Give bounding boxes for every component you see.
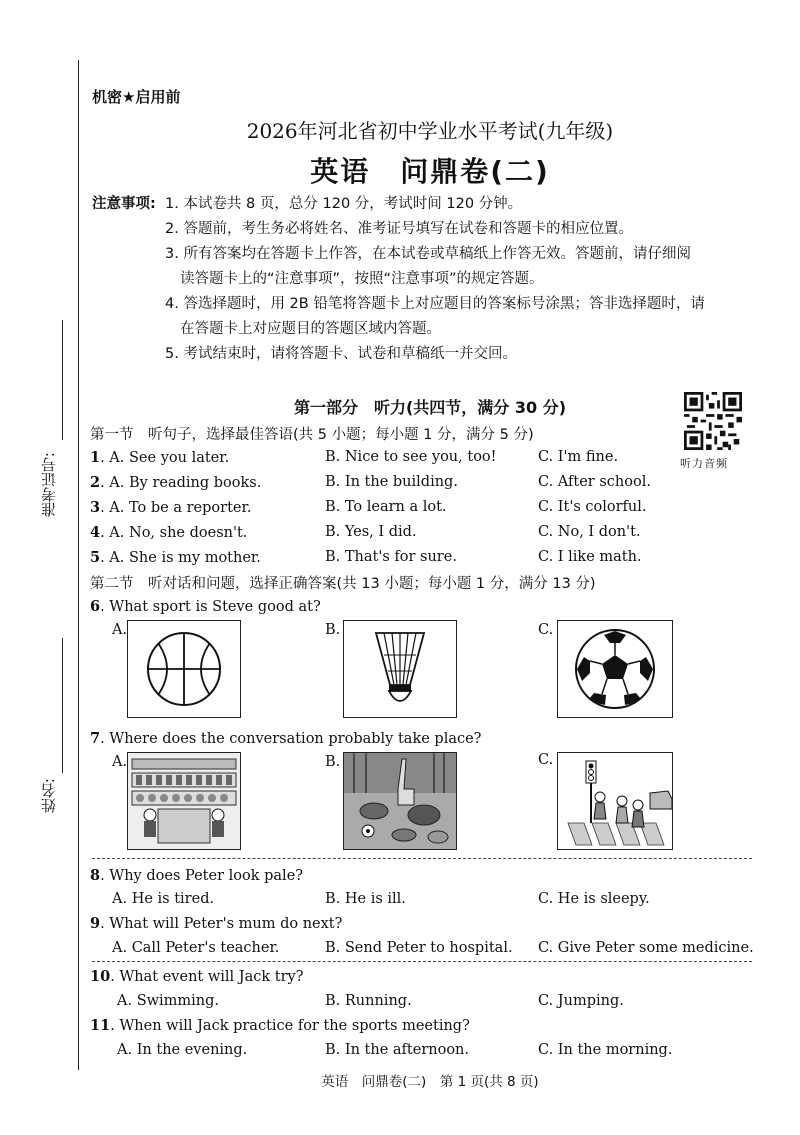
page-footer: 英语 问鼎卷(二) 第 1 页(共 8 页)	[321, 1074, 539, 1090]
section2-title: 第二节 听对话和问题，选择正确答案(共 13 小题；每小题 1 分，满分 13 分)	[90, 576, 596, 592]
exam-subtitle: 英语 问鼎卷(二)	[310, 155, 550, 188]
option-a-label: A.	[112, 622, 128, 638]
option-c: C. I'm fine.	[538, 449, 619, 465]
question-8: 8. Why does Peter look pale?	[90, 867, 304, 884]
question-4: 4. A. No, she doesn't.	[90, 524, 248, 541]
option-c: C. I like math.	[538, 549, 642, 565]
question-10: 10. What event will Jack try?	[90, 968, 304, 985]
qr-label: 听力音频	[680, 457, 728, 470]
notice-item: 4. 答选择题时，用 2B 铅笔将答题卡上对应题目的答案标号涂黑；答非选择题时，请	[165, 296, 705, 312]
divider	[92, 961, 752, 962]
option-c: C. He is sleepy.	[538, 891, 650, 907]
name-blank	[62, 638, 63, 773]
option-b-label: B.	[325, 622, 341, 638]
option-b: B. In the afternoon.	[325, 1042, 470, 1058]
divider	[92, 858, 752, 859]
option-c: C. No, I don't.	[538, 524, 641, 540]
exam-id-blank	[62, 320, 63, 440]
option-a-label: A.	[112, 754, 128, 770]
street-crossing-picture	[557, 752, 673, 850]
question-7: 7. Where does the conversation probably take place?	[90, 730, 482, 747]
option-c-label: C.	[538, 752, 554, 768]
option-c: C. It's colorful.	[538, 499, 647, 515]
question-1: 1. A. See you later.	[90, 449, 230, 466]
confidential-label: 机密★启用前	[92, 88, 181, 106]
binding-line	[78, 60, 79, 1070]
option-b: B. Running.	[325, 993, 412, 1009]
notice-item: 读答题卡上的“注意事项”，按照“注意事项”的规定答题。	[180, 271, 544, 287]
supermarket-picture	[127, 752, 241, 850]
basketball-picture	[127, 620, 241, 718]
option-b: B. Send Peter to hospital.	[325, 940, 513, 956]
exam-id-label: 准考证号:	[40, 452, 58, 518]
option-c-label: C.	[538, 622, 554, 638]
option-c: C. After school.	[538, 474, 651, 490]
part1-title: 第一部分 听力(共四节，满分 30 分)	[293, 398, 567, 417]
option-a: A. In the evening.	[117, 1042, 248, 1058]
option-a: A. Call Peter's teacher.	[112, 940, 280, 956]
notice-item: 3. 所有答案均在答题卡上作答，在本试卷或草稿纸上作答无效。答题前，请仔细阅	[165, 246, 691, 262]
name-label: 姓名:	[40, 778, 58, 814]
option-b: B. Yes, I did.	[325, 524, 417, 540]
question-6: 6. What sport is Steve good at?	[90, 598, 321, 615]
option-b: B. To learn a lot.	[325, 499, 447, 515]
option-b: B. He is ill.	[325, 891, 406, 907]
question-2: 2. A. By reading books.	[90, 474, 262, 491]
section1-title: 第一节 听句子，选择最佳答语(共 5 小题；每小题 1 分，满分 5 分)	[90, 427, 534, 443]
option-a: A. He is tired.	[112, 891, 215, 907]
option-c: C. In the morning.	[538, 1042, 673, 1058]
option-b: B. That's for sure.	[325, 549, 457, 565]
question-3: 3. A. To be a reporter.	[90, 499, 252, 516]
notice-item: 在答题卡上对应题目的答题区域内答题。	[180, 321, 441, 337]
question-11: 11. When will Jack practice for the sports meeting?	[90, 1017, 470, 1034]
notice-item: 5. 考试结束时，请将答题卡、试卷和草稿纸一并交回。	[165, 346, 517, 362]
notice-item: 2. 答题前，考生务必将姓名、准考证号填写在试卷和答题卡的相应位置。	[165, 221, 633, 237]
exam-title: 2026年河北省初中学业水平考试(九年级)	[246, 119, 614, 143]
shuttlecock-picture	[343, 620, 457, 718]
option-b-label: B.	[325, 754, 341, 770]
option-c: C. Give Peter some medicine.	[538, 940, 754, 956]
notice-heading: 注意事项:	[92, 196, 156, 212]
zoo-picture	[343, 752, 457, 850]
option-c: C. Jumping.	[538, 993, 624, 1009]
qr-code-icon[interactable]	[684, 392, 742, 450]
option-a: A. Swimming.	[117, 993, 220, 1009]
option-b: B. Nice to see you, too!	[325, 449, 497, 465]
option-b: B. In the building.	[325, 474, 458, 490]
soccer-ball-picture	[557, 620, 673, 718]
question-5: 5. A. She is my mother.	[90, 549, 261, 566]
notice-item: 1. 本试卷共 8 页，总分 120 分，考试时间 120 分钟。	[165, 196, 523, 212]
question-9: 9. What will Peter's mum do next?	[90, 915, 343, 932]
